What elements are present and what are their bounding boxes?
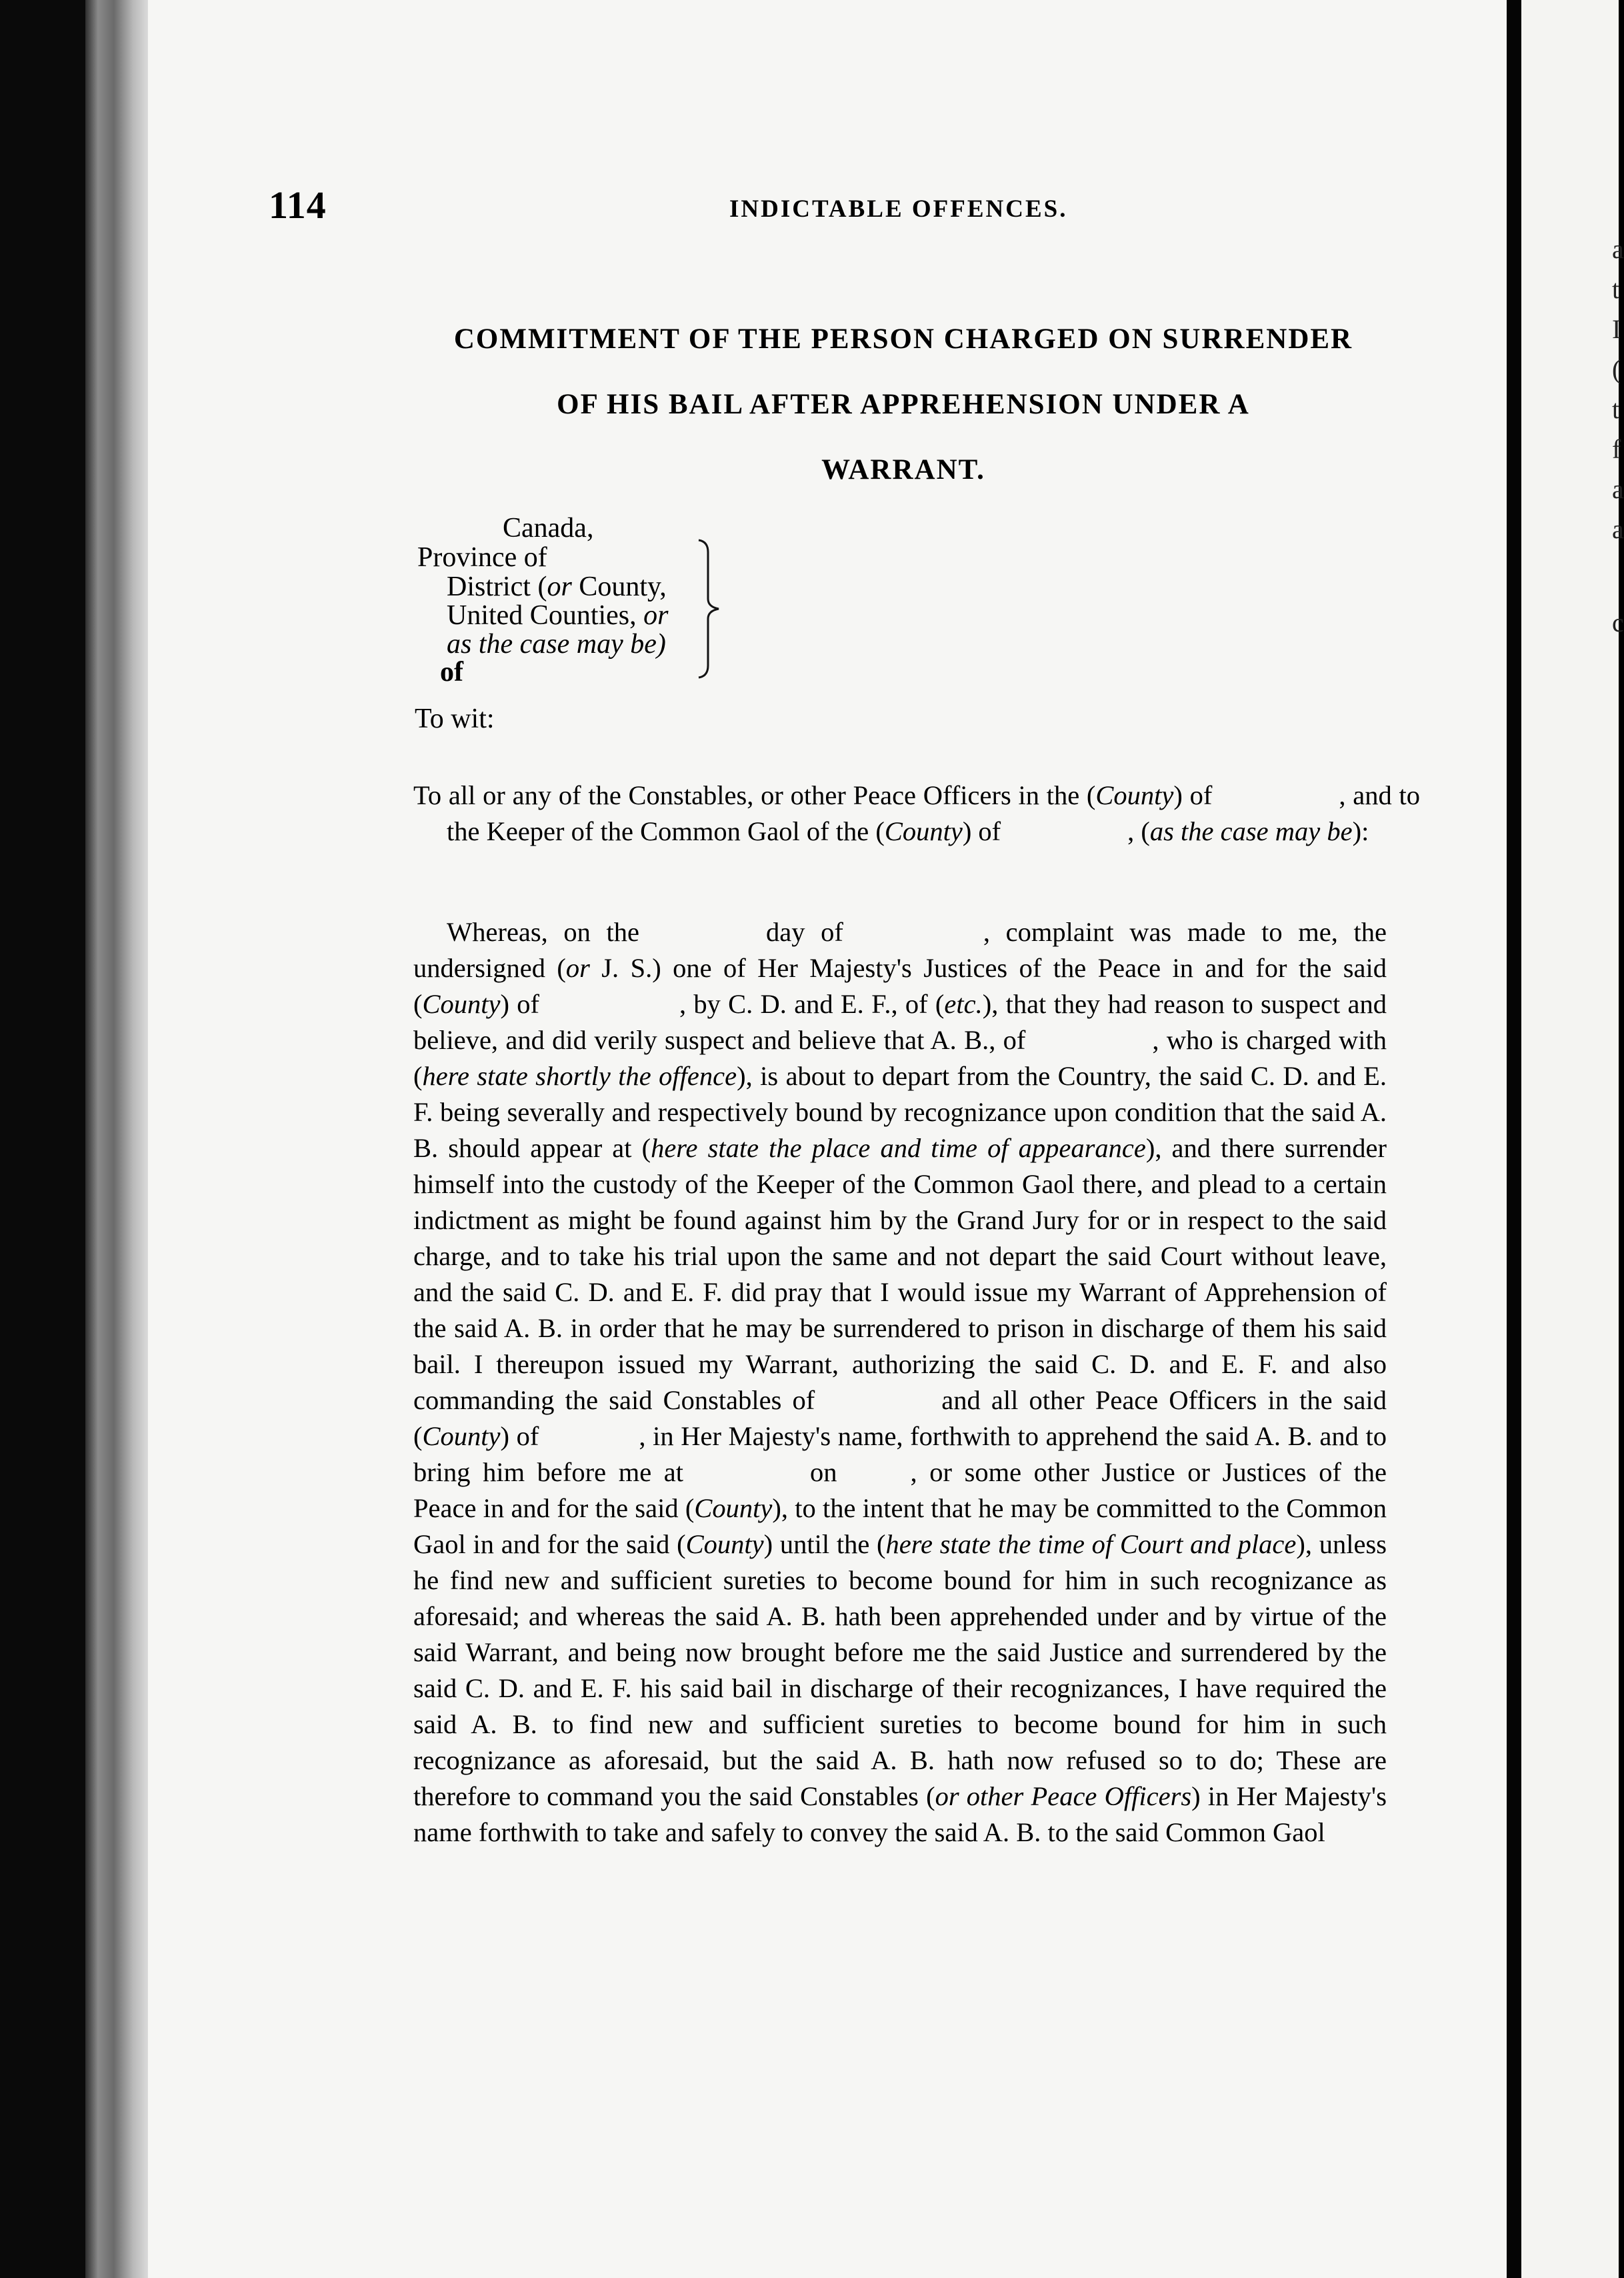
adjacent-page-letter: a: [1612, 514, 1624, 544]
body-italic: here state the time of Court and place: [885, 1529, 1297, 1559]
title-line: COMMITMENT OF THE PERSON CHARGED ON SURRENDER: [453, 323, 1353, 355]
body-text: , or some other Justice or Justices of the Peace in and for the said (: [413, 1457, 1387, 1523]
venue-line: of: [440, 657, 463, 688]
address-text: ) of: [1173, 780, 1213, 810]
venue-text: District (: [447, 572, 547, 602]
body-text: on: [810, 1457, 837, 1487]
adjacent-page-letter: c: [1612, 608, 1624, 638]
body-text: , who is charged with (: [413, 1025, 1387, 1091]
body-text: , complaint was made to me, the undersigned (: [413, 917, 1387, 983]
adjacent-page-letter: t: [1612, 394, 1620, 424]
body-italic: County: [422, 989, 501, 1019]
section-title: [400, 307, 1407, 503]
adjacent-page-letter: f: [1612, 434, 1621, 464]
adjacent-page-letter: I: [1612, 314, 1621, 344]
address-text: To all or any of the Constables, or other Peace Officers in the (: [413, 780, 1096, 810]
adjacent-page-letter: a: [1612, 234, 1624, 264]
body-text: ) until the (: [763, 1529, 886, 1559]
venue-text: United Counties,: [447, 600, 644, 631]
address-text: , and to the Keeper of the Common Gaol of the (: [447, 780, 1420, 846]
adjacent-page-letter: t: [1612, 274, 1620, 304]
body-italic: County: [685, 1529, 764, 1559]
body-italic: County: [694, 1493, 773, 1523]
body-text: and all other Peace Officers in the said (: [413, 1385, 1387, 1451]
body-text: ), unless he find new and sufficient sureties to become bound for him in such recognizance as aforesaid; and whereas the said A. B. hath been apprehended under and by virtue of the said Warrant, and being now brought before me the said Justice and surrendered by the said C. D. and E. F. his said bail in discharge of their recognizances, I have required the said A. B. to find new and sufficient sureties to become bound for him in such recognizance as aforesaid, but the said A. B. hath now refused so to do; These are therefore to command you the said Constables (: [413, 1529, 1387, 1811]
venue-line: [447, 572, 667, 602]
adjacent-page-letter: a: [1612, 474, 1624, 504]
venue-text: County,: [571, 572, 667, 602]
body-text: day of: [766, 917, 843, 947]
running-head: INDICTABLE OFFENCES.: [729, 195, 1068, 223]
venue-line: [447, 601, 669, 630]
body-text: , in Her Majesty's name, forthwith to apprehend the said A. B. and to bring him before me at: [413, 1421, 1387, 1487]
address-italic: County: [884, 816, 963, 846]
body-text: ) of: [500, 989, 539, 1019]
body-text: Whereas, on the: [447, 917, 640, 947]
venue-block: [417, 507, 844, 688]
address-text: , (: [1127, 816, 1150, 846]
adjacent-page-edge: [1521, 0, 1624, 2278]
page-number: 114: [269, 183, 327, 227]
venue-italic: or: [643, 600, 669, 631]
body-text: , by C. D. and E. F., of (: [679, 989, 945, 1019]
body-text: J. S.) one of Her Majesty's Justices of the Peace in and for the said (: [413, 953, 1387, 1019]
body-text: ), and there surrender himself into the custody of the Keeper of the Common Gaol there, and plead to a certain indictment as might be found against him by the Grand Jury for or in respect to the said charge, and to take his trial upon the same and not depart the said Court without leave, and the said C. D. and E. F. did pray that I would issue my Warrant of Apprehension of the said A. B. in order that he may be surrendered to prison in discharge of them his said bail. I thereupon issued my Warrant, authorizing the said C. D. and E. F. and also commanding the said Constables of: [413, 1133, 1387, 1415]
body-italic: or: [565, 953, 590, 983]
body-italic: here state shortly the offence: [422, 1061, 737, 1091]
venue-line: as the case may be): [447, 629, 666, 660]
title-line: WARRANT.: [821, 454, 985, 485]
address-text: ):: [1352, 816, 1369, 846]
venue-italic: or: [547, 572, 572, 602]
venue-line: Province of: [417, 542, 547, 573]
body-italic: County: [422, 1421, 501, 1451]
page-gutter: [1507, 0, 1521, 2278]
warrant-body-paragraph: [413, 914, 1387, 1851]
body-text: ), to the intent that he may be committed to the Common Gaol in and for the said (: [413, 1493, 1387, 1559]
body-text: ) of: [500, 1421, 539, 1451]
to-wit-label: To wit:: [415, 704, 495, 734]
address-text: ) of: [962, 816, 1001, 846]
adjacent-page-letter: (: [1612, 354, 1621, 384]
body-text: ), that they had reason to suspect and believe, and did verily suspect and believe that A. B., of: [413, 989, 1387, 1055]
address-italic: as the case may be: [1149, 816, 1353, 846]
venue-brace-icon: [696, 537, 723, 680]
body-italic: etc.: [944, 989, 983, 1019]
title-line: OF HIS BAIL AFTER APPREHENSION UNDER A: [557, 389, 1250, 420]
venue-line: Canada,: [503, 513, 594, 543]
address-italic: County: [1095, 780, 1174, 810]
body-text: ) in Her Majesty's name forthwith to take and safely to convey the said A. B. to the said Common Gaol: [413, 1781, 1387, 1847]
book-binding-edge: [85, 0, 149, 2278]
body-italic: or other Peace Officers: [935, 1781, 1192, 1811]
body-italic: here state the place and time of appearance: [651, 1133, 1146, 1163]
body-text: ), is about to depart from the Country, the said C. D. and E. F. being severally and respectively bound by recognizance upon condition that the said A. B. should appear at (: [413, 1061, 1387, 1163]
address-paragraph: [413, 778, 1420, 850]
